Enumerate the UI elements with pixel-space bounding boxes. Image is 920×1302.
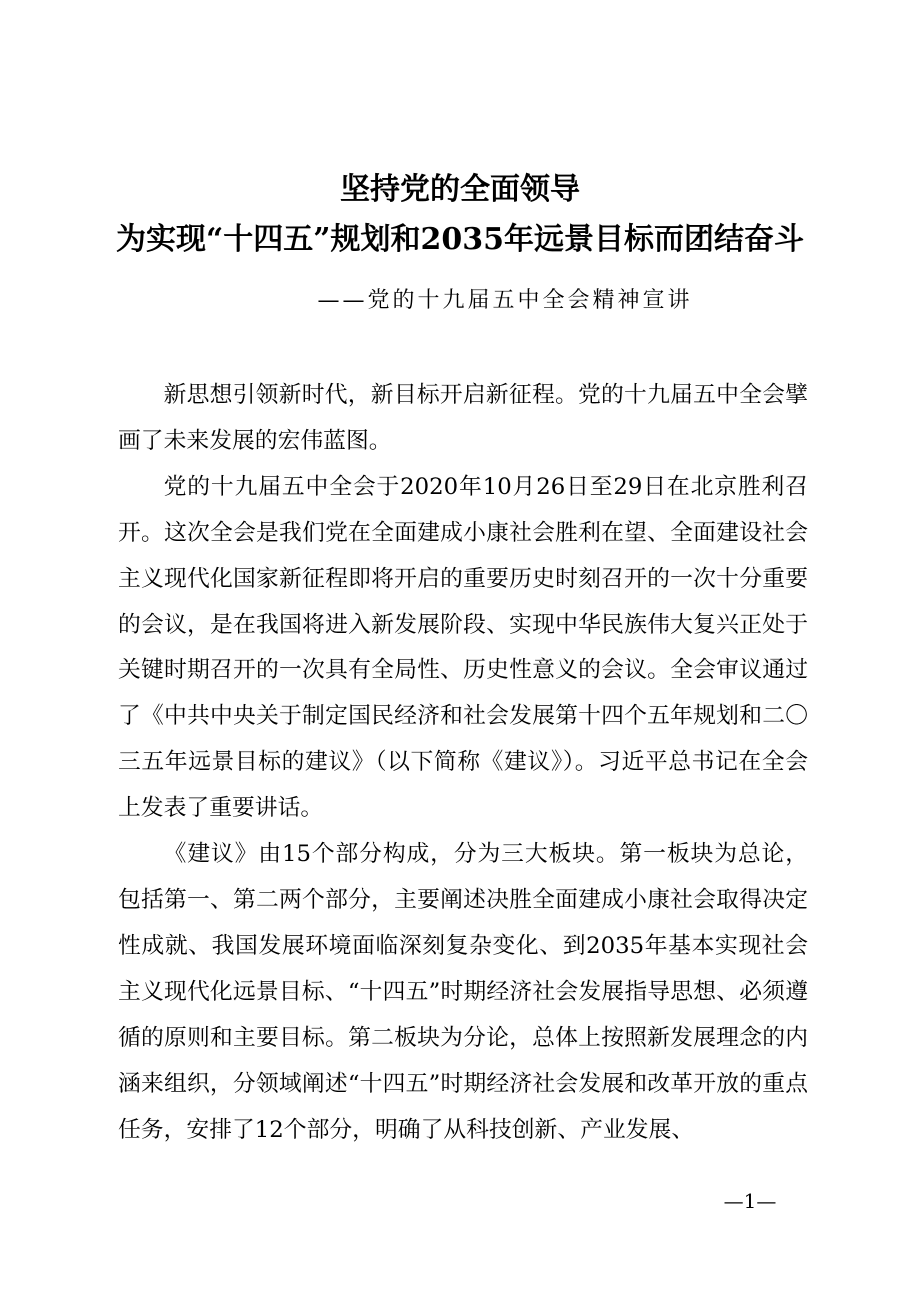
body-paragraph-3: 《建议》由15个部分构成，分为三大板块。第一板块为总论，包括第一、第二两个部分，主要阐述决胜全面建成小康社会取得决定性成就、我国发展环境面临深刻复杂变化、到2035年基本实现社会主义现代化远景目标、“十四五”时期经济社会发展指导思想、必须遵循的原则和主要目标。第二板块为分论，总体上按照新发展理念的内涵来组织，分领域阐述“十四五”时期经济社会发展和改革开放的重点任务，安排了12个部分，明确了从科技创新、产业发展、 xyxy=(118,841,808,1143)
document-title-line2: 为实现“十四五”规划和2035年远景目标而团结奋斗 xyxy=(115,222,804,257)
body-paragraph-2: 党的十九届五中全会于2020年10月26日至29日在北京胜利召开。这次全会是我们党在全面建成小康社会胜利在望、全面建设社会主义现代化国家新征程即将开启的重要历史时刻召开的一次十分重要的会议，是在我国将进入新发展阶段、实现中华民族伟大复兴正处于关键时期召开的一次具有全局性、历史性意义的会议。全会审议通过了《中共中央关于制定国民经济和社会发展第十四个五年规划和二〇三五年远景目标的建议》（以下简称《建议》）。习近平总书记在全会上发表了重要讲话。 xyxy=(118,473,808,822)
page-number: —1— xyxy=(723,1189,777,1213)
document-subtitle: ——党的十九届五中全会精神宣讲 xyxy=(317,288,693,313)
body-paragraph-1: 新思想引领新时代，新目标开启新征程。党的十九届五中全会擘画了未来发展的宏伟蓝图。 xyxy=(118,382,808,454)
document-body xyxy=(118,373,808,1153)
document-title-line1: 坚持党的全面领导 xyxy=(340,172,580,207)
